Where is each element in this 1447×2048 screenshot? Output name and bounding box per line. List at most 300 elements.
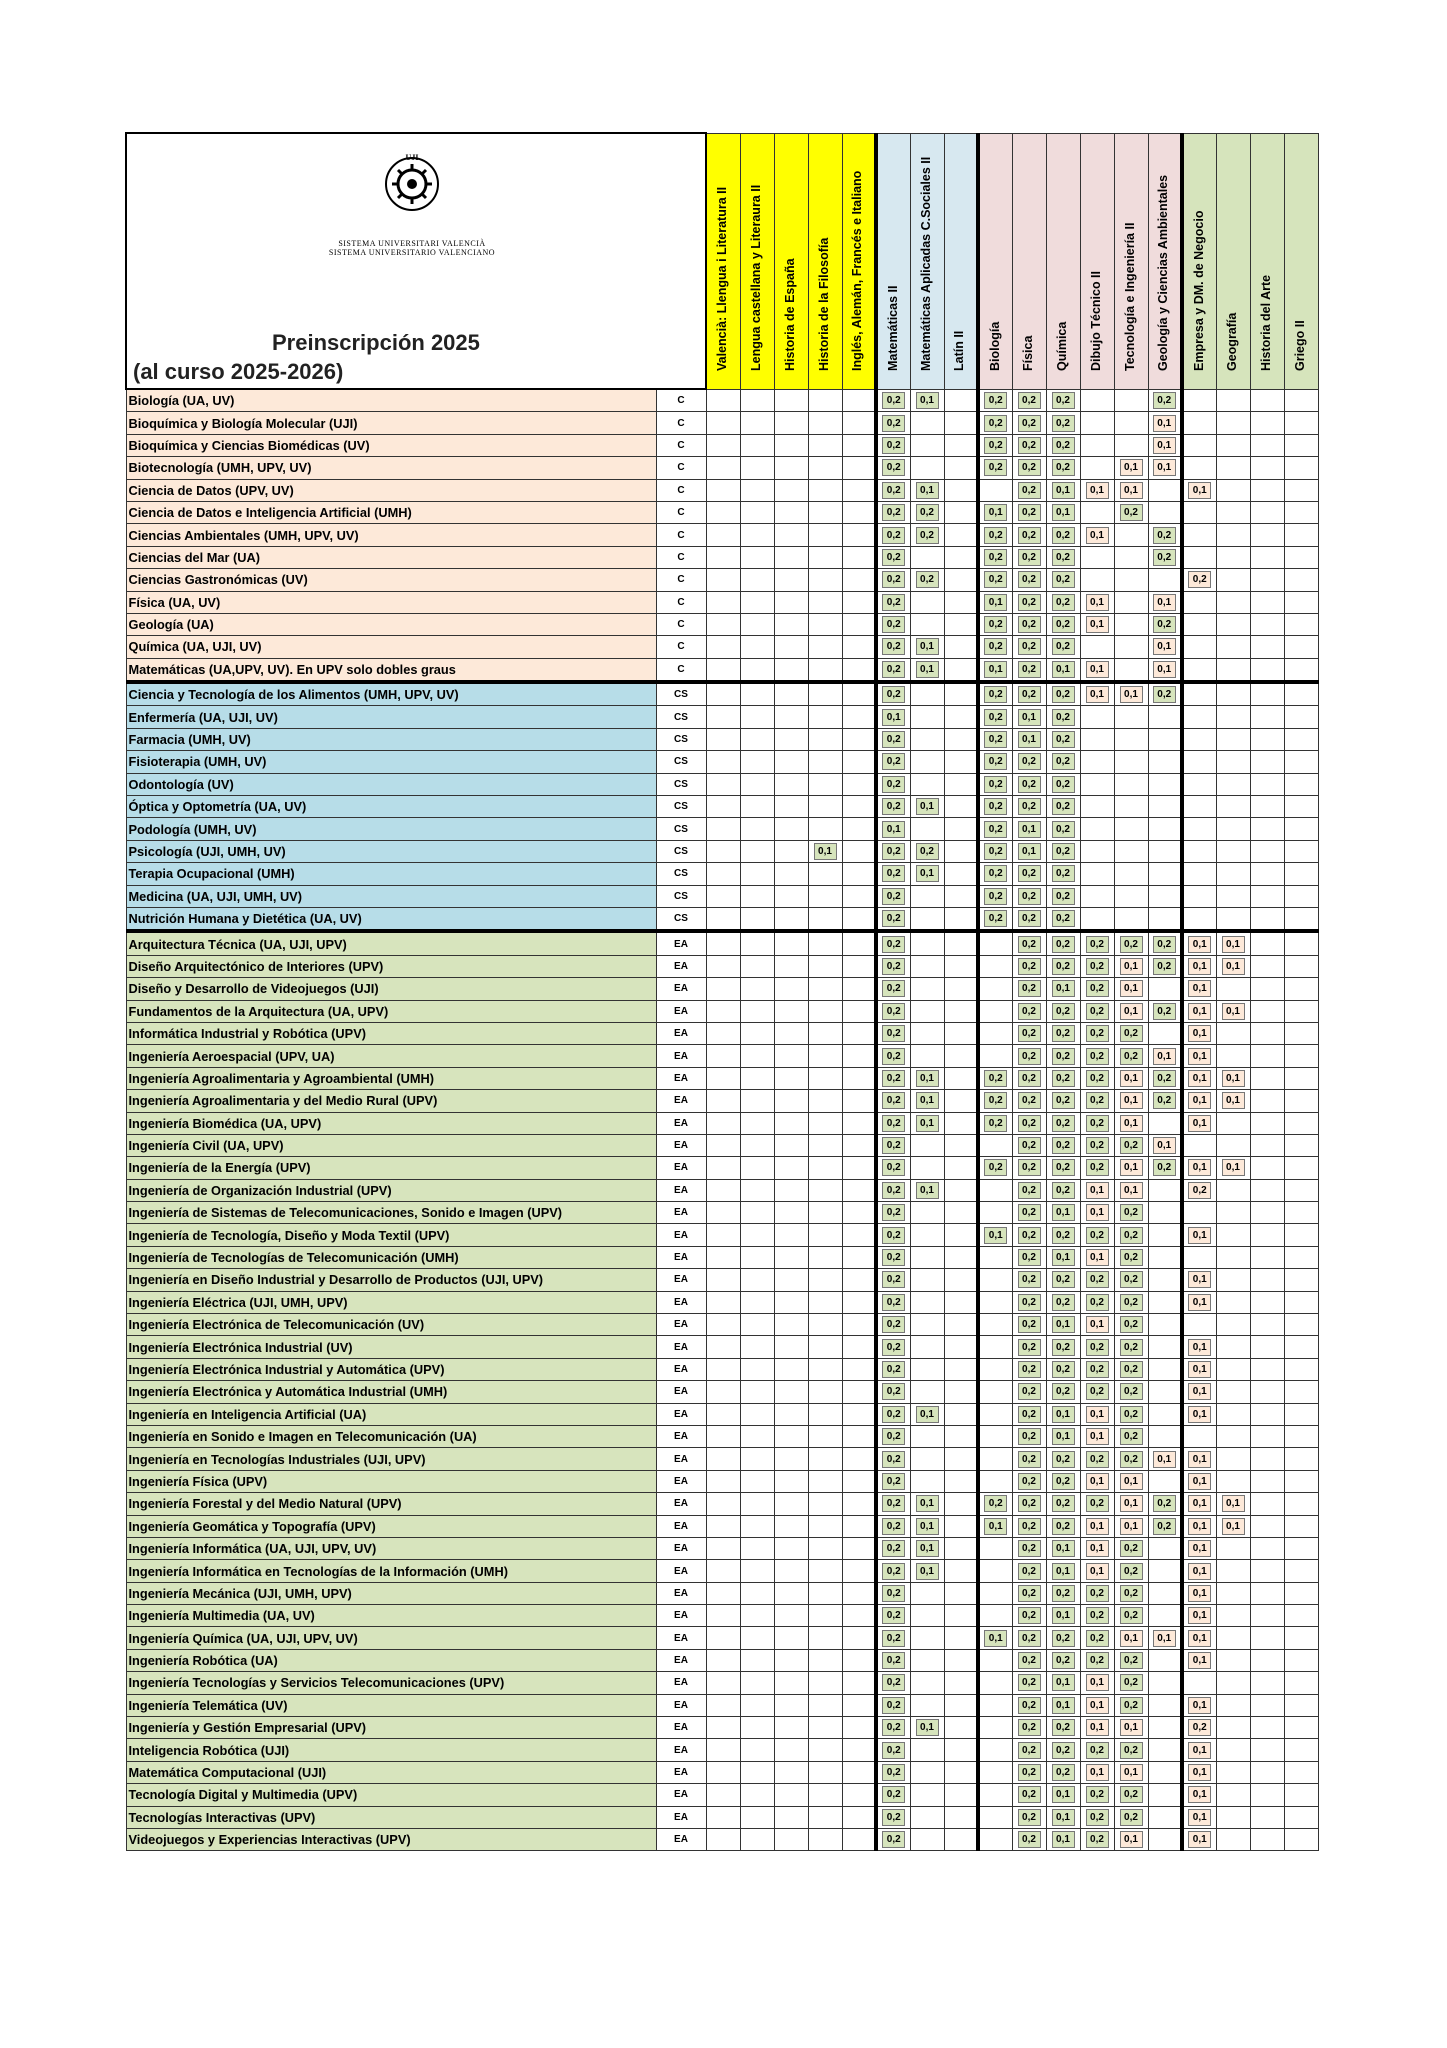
weight-cell xyxy=(1012,501,1046,523)
weight-cell xyxy=(1216,569,1250,591)
weight-cell xyxy=(1182,1269,1216,1291)
weight-cell xyxy=(944,840,978,862)
weight-value: 0,2 xyxy=(1052,437,1075,454)
weight-cell xyxy=(1284,1829,1318,1851)
weight-value: 0,1 xyxy=(1086,1473,1109,1490)
weight-value: 0,2 xyxy=(882,1742,905,1759)
table-row xyxy=(126,1627,1318,1649)
weight-value: 0,1 xyxy=(916,1518,939,1535)
degree-name: Ingeniería de la Energía (UPV) xyxy=(126,1157,656,1179)
weight-cell xyxy=(1080,931,1114,955)
weight-value: 0,2 xyxy=(882,1159,905,1176)
weight-cell xyxy=(1216,1314,1250,1336)
subject-label: Griego II xyxy=(1293,319,1307,371)
weight-value: 0,2 xyxy=(1052,1473,1075,1490)
weight-cell xyxy=(978,1269,1012,1291)
weight-cell xyxy=(1046,840,1080,862)
weight-cell xyxy=(1216,1269,1250,1291)
weight-cell xyxy=(910,728,944,750)
branch-code: EA xyxy=(656,1157,706,1179)
weight-value: 0,2 xyxy=(1018,776,1041,793)
weight-cell xyxy=(1250,1157,1284,1179)
weight-cell xyxy=(1012,885,1046,907)
weight-cell xyxy=(1250,1582,1284,1604)
weight-cell xyxy=(842,1649,876,1671)
weight-cell xyxy=(1080,412,1114,434)
weight-cell xyxy=(978,479,1012,501)
weight-cell xyxy=(1012,546,1046,568)
weight-cell xyxy=(1216,1694,1250,1716)
degree-name: Biología (UA, UV) xyxy=(126,389,656,412)
weight-cell xyxy=(1114,1291,1148,1313)
weight-cell xyxy=(1216,1784,1250,1806)
degree-name: Ingeniería de Tecnologías de Telecomunicación (UMH) xyxy=(126,1246,656,1268)
weight-value: 0,2 xyxy=(1018,1182,1041,1199)
weight-cell xyxy=(1114,1806,1148,1828)
degree-name: Ingeniería Forestal y del Medio Natural (UPV) xyxy=(126,1493,656,1515)
weight-cell xyxy=(706,1649,740,1671)
weight-value: 0,1 xyxy=(916,1406,939,1423)
degree-name: Ingeniería Robótica (UA) xyxy=(126,1649,656,1671)
weight-value: 0,2 xyxy=(1052,798,1075,815)
weight-cell xyxy=(1114,978,1148,1000)
weight-cell xyxy=(1284,501,1318,523)
weight-value: 0,1 xyxy=(916,1115,939,1132)
table-row xyxy=(126,457,1318,479)
weight-cell xyxy=(1250,751,1284,773)
weight-cell xyxy=(842,1470,876,1492)
degree-name: Ingeniería Multimedia (UA, UV) xyxy=(126,1605,656,1627)
weight-cell xyxy=(842,501,876,523)
weight-value: 0,2 xyxy=(984,865,1007,882)
weight-cell xyxy=(1012,1000,1046,1022)
branch-code: EA xyxy=(656,1582,706,1604)
weight-value: 0,2 xyxy=(1018,1719,1041,1736)
weight-value: 0,2 xyxy=(1052,958,1075,975)
weight-cell xyxy=(1080,863,1114,885)
weight-cell xyxy=(1046,818,1080,840)
weight-value: 0,1 xyxy=(1052,1674,1075,1691)
weight-value: 0,1 xyxy=(1188,1003,1211,1020)
weight-cell xyxy=(774,1784,808,1806)
weight-cell xyxy=(978,1291,1012,1313)
weight-cell xyxy=(1182,1000,1216,1022)
weight-cell xyxy=(910,546,944,568)
weight-cell xyxy=(774,1291,808,1313)
weight-value: 0,1 xyxy=(1188,1048,1211,1065)
weight-value: 0,2 xyxy=(1018,1159,1041,1176)
weight-cell xyxy=(1284,1649,1318,1671)
weight-cell xyxy=(1284,1627,1318,1649)
weight-cell xyxy=(1046,1314,1080,1336)
weight-cell xyxy=(978,501,1012,523)
weight-cell xyxy=(1216,818,1250,840)
subject-label: Lengua castellana y Literaura II xyxy=(749,184,763,371)
degree-name: Ingeniería Telemática (UV) xyxy=(126,1694,656,1716)
weight-value: 0,1 xyxy=(1120,1115,1143,1132)
table-row xyxy=(126,1381,1318,1403)
weight-cell xyxy=(1216,1358,1250,1380)
weight-value: 0,2 xyxy=(984,571,1007,588)
weight-cell xyxy=(808,1717,842,1739)
weight-cell xyxy=(910,1582,944,1604)
weight-value: 0,2 xyxy=(1018,1227,1041,1244)
branch-code: EA xyxy=(656,1560,706,1582)
weight-cell xyxy=(1012,1090,1046,1112)
weight-cell xyxy=(1284,613,1318,635)
weight-value: 0,2 xyxy=(1052,1070,1075,1087)
weight-cell xyxy=(1284,1224,1318,1246)
weight-cell xyxy=(1250,434,1284,456)
weight-cell xyxy=(1046,728,1080,750)
weight-value: 0,2 xyxy=(882,1518,905,1535)
degree-name: Psicología (UJI, UMH, UV) xyxy=(126,840,656,862)
weight-value: 0,1 xyxy=(1188,1339,1211,1356)
weight-cell xyxy=(774,1045,808,1067)
weight-value: 0,2 xyxy=(916,504,939,521)
weight-cell xyxy=(1046,751,1080,773)
weight-cell xyxy=(876,1000,910,1022)
weight-cell xyxy=(1250,389,1284,412)
weight-cell xyxy=(774,773,808,795)
weight-cell xyxy=(1046,569,1080,591)
weight-value: 0,1 xyxy=(1222,958,1245,975)
weight-cell xyxy=(808,1112,842,1134)
weight-value: 0,2 xyxy=(1120,1204,1143,1221)
weight-cell xyxy=(740,1314,774,1336)
weight-value: 0,2 xyxy=(1086,1607,1109,1624)
subject-header xyxy=(808,133,842,389)
weight-cell xyxy=(1284,1448,1318,1470)
weight-value: 0,2 xyxy=(882,1204,905,1221)
weight-cell xyxy=(1182,1493,1216,1515)
branch-code: EA xyxy=(656,1246,706,1268)
weight-cell xyxy=(1216,1112,1250,1134)
weight-cell xyxy=(876,1358,910,1380)
weight-cell xyxy=(1148,546,1182,568)
branch-code: EA xyxy=(656,1224,706,1246)
weight-cell xyxy=(1182,978,1216,1000)
weight-cell xyxy=(1216,1515,1250,1537)
weight-cell xyxy=(1284,1157,1318,1179)
weight-cell xyxy=(1148,931,1182,955)
weight-cell xyxy=(1250,1537,1284,1559)
table-row xyxy=(126,1179,1318,1201)
weight-cell xyxy=(842,1045,876,1067)
weight-cell xyxy=(1182,1112,1216,1134)
weight-value: 0,2 xyxy=(984,731,1007,748)
weight-value: 0,2 xyxy=(1018,1003,1041,1020)
degree-name: Ingeniería Electrónica Industrial y Automática (UPV) xyxy=(126,1358,656,1380)
weight-value: 0,2 xyxy=(1153,1070,1176,1087)
table-row xyxy=(126,1202,1318,1224)
weight-value: 0,1 xyxy=(1052,482,1075,499)
table-row xyxy=(126,885,1318,907)
weight-cell xyxy=(1114,412,1148,434)
weight-cell xyxy=(1114,1761,1148,1783)
weight-cell xyxy=(774,1605,808,1627)
weighting-table xyxy=(125,132,1319,1851)
table-row xyxy=(126,978,1318,1000)
weight-value: 0,2 xyxy=(882,661,905,678)
weight-cell xyxy=(1182,1694,1216,1716)
weight-value: 0,1 xyxy=(1086,1316,1109,1333)
degree-name: Geología (UA) xyxy=(126,613,656,635)
weight-cell xyxy=(978,682,1012,706)
weight-cell xyxy=(876,796,910,818)
weight-cell xyxy=(944,1717,978,1739)
branch-code: EA xyxy=(656,1806,706,1828)
weight-value: 0,2 xyxy=(984,888,1007,905)
weight-cell xyxy=(978,1537,1012,1559)
weight-cell xyxy=(1080,1358,1114,1380)
weight-cell xyxy=(1046,1582,1080,1604)
weight-value: 0,1 xyxy=(1086,1697,1109,1714)
weight-value: 0,1 xyxy=(1052,1249,1075,1266)
table-row xyxy=(126,658,1318,682)
weight-cell xyxy=(1148,1000,1182,1022)
weight-cell xyxy=(1148,1067,1182,1089)
weight-cell xyxy=(706,682,740,706)
weight-cell xyxy=(1250,1649,1284,1671)
weight-value: 0,2 xyxy=(916,571,939,588)
weight-cell xyxy=(740,479,774,501)
weight-value: 0,1 xyxy=(1188,1406,1211,1423)
weight-cell xyxy=(1216,751,1250,773)
weight-cell xyxy=(978,569,1012,591)
weight-cell xyxy=(1182,636,1216,658)
weight-cell xyxy=(1114,636,1148,658)
weight-cell xyxy=(1148,1425,1182,1447)
weight-cell xyxy=(706,1291,740,1313)
weight-cell xyxy=(910,636,944,658)
weight-cell xyxy=(1148,840,1182,862)
weight-cell xyxy=(1080,907,1114,931)
degree-name: Ingeniería en Sonido e Imagen en Telecomunicación (UA) xyxy=(126,1425,656,1447)
weight-cell xyxy=(842,818,876,840)
weight-cell xyxy=(740,1358,774,1380)
weight-cell xyxy=(1080,1291,1114,1313)
degree-name: Ingeniería Aeroespacial (UPV, UA) xyxy=(126,1045,656,1067)
weight-cell xyxy=(1114,863,1148,885)
weight-value: 0,2 xyxy=(882,1383,905,1400)
weight-cell xyxy=(1046,907,1080,931)
weight-cell xyxy=(1012,931,1046,955)
university-system-logo xyxy=(317,154,507,257)
weight-cell xyxy=(1182,569,1216,591)
weight-cell xyxy=(876,1537,910,1559)
weight-cell xyxy=(1182,389,1216,412)
weight-value: 0,2 xyxy=(984,1115,1007,1132)
weight-cell xyxy=(978,751,1012,773)
weight-cell xyxy=(1148,1022,1182,1044)
weight-cell xyxy=(910,840,944,862)
weight-cell xyxy=(808,1649,842,1671)
degree-name: Informática Industrial y Robótica (UPV) xyxy=(126,1022,656,1044)
weight-cell xyxy=(1182,1045,1216,1067)
weight-cell xyxy=(1012,1829,1046,1851)
weight-cell xyxy=(1080,1090,1114,1112)
weight-cell xyxy=(706,1425,740,1447)
weight-value: 0,1 xyxy=(916,1540,939,1557)
weight-cell xyxy=(842,1806,876,1828)
table-row xyxy=(126,1045,1318,1067)
weight-cell xyxy=(740,591,774,613)
table-row xyxy=(126,1694,1318,1716)
weight-value: 0,2 xyxy=(1052,594,1075,611)
table-row xyxy=(126,434,1318,456)
weight-cell xyxy=(1182,863,1216,885)
weight-cell xyxy=(1046,773,1080,795)
degree-name: Ingeniería en Diseño Industrial y Desarrollo de Productos (UJI, UPV) xyxy=(126,1269,656,1291)
weight-cell xyxy=(740,1717,774,1739)
weight-cell xyxy=(1046,1246,1080,1268)
weight-cell xyxy=(740,818,774,840)
weight-cell xyxy=(740,1336,774,1358)
weight-cell xyxy=(1114,1202,1148,1224)
weight-cell xyxy=(1012,569,1046,591)
weight-cell xyxy=(1148,1717,1182,1739)
weight-cell xyxy=(1250,1000,1284,1022)
weight-value: 0,2 xyxy=(1052,910,1075,927)
subject-header xyxy=(706,133,740,389)
weight-value: 0,1 xyxy=(1188,482,1211,499)
weight-value: 0,1 xyxy=(916,1182,939,1199)
weight-cell xyxy=(1012,1784,1046,1806)
weight-cell xyxy=(1012,978,1046,1000)
weight-cell xyxy=(774,1425,808,1447)
weight-value: 0,2 xyxy=(1018,936,1041,953)
weight-cell xyxy=(1148,1224,1182,1246)
weight-cell xyxy=(774,1694,808,1716)
weight-cell xyxy=(842,479,876,501)
weight-cell xyxy=(1012,955,1046,977)
branch-code: CS xyxy=(656,885,706,907)
weight-cell xyxy=(1182,613,1216,635)
branch-code: CS xyxy=(656,907,706,931)
weight-cell xyxy=(1148,1157,1182,1179)
table-row xyxy=(126,1090,1318,1112)
weight-cell xyxy=(1284,1067,1318,1089)
weight-cell xyxy=(1080,682,1114,706)
weight-cell xyxy=(910,907,944,931)
weight-cell xyxy=(808,1403,842,1425)
weight-value: 0,1 xyxy=(1086,1204,1109,1221)
page-subtitle: (al curso 2025-2026) xyxy=(133,359,344,384)
weight-cell xyxy=(1216,1067,1250,1089)
weight-cell xyxy=(978,658,1012,682)
weight-cell xyxy=(1114,1493,1148,1515)
weight-value: 0,2 xyxy=(1018,392,1041,409)
weight-cell xyxy=(808,682,842,706)
weight-cell xyxy=(1250,1560,1284,1582)
weight-value: 0,2 xyxy=(1086,1092,1109,1109)
weight-cell xyxy=(808,751,842,773)
weight-cell xyxy=(978,1425,1012,1447)
weight-cell xyxy=(978,1694,1012,1716)
weight-cell xyxy=(978,636,1012,658)
weight-cell xyxy=(1080,658,1114,682)
weight-cell xyxy=(1080,1582,1114,1604)
weight-value: 0,1 xyxy=(1120,1495,1143,1512)
weight-cell xyxy=(1046,1291,1080,1313)
weight-value: 0,2 xyxy=(882,1070,905,1087)
weight-cell xyxy=(1148,1134,1182,1156)
table-row xyxy=(126,524,1318,546)
weight-cell xyxy=(1114,1381,1148,1403)
weight-value: 0,2 xyxy=(1086,1585,1109,1602)
weight-cell xyxy=(1216,457,1250,479)
weight-value: 0,2 xyxy=(1018,1630,1041,1647)
weight-value: 0,2 xyxy=(882,980,905,997)
weight-value: 0,1 xyxy=(1188,1070,1211,1087)
weight-value: 0,2 xyxy=(882,958,905,975)
weight-value: 0,2 xyxy=(1052,709,1075,726)
weight-cell xyxy=(1114,773,1148,795)
weight-value: 0,2 xyxy=(1018,1383,1041,1400)
weight-cell xyxy=(1250,1627,1284,1649)
weight-value: 0,1 xyxy=(1120,1473,1143,1490)
weight-cell xyxy=(1046,1269,1080,1291)
weight-cell xyxy=(1182,1425,1216,1447)
weight-cell xyxy=(774,1582,808,1604)
weight-cell xyxy=(910,569,944,591)
table-row xyxy=(126,591,1318,613)
weight-cell xyxy=(808,1358,842,1380)
weight-cell xyxy=(774,706,808,728)
table-row xyxy=(126,1358,1318,1380)
weight-cell xyxy=(1216,1649,1250,1671)
weight-cell xyxy=(910,751,944,773)
weight-value: 0,2 xyxy=(882,1697,905,1714)
degree-name: Tecnología Digital y Multimedia (UPV) xyxy=(126,1784,656,1806)
weight-cell xyxy=(1080,1000,1114,1022)
weight-cell xyxy=(1148,1829,1182,1851)
weight-cell xyxy=(808,931,842,955)
weight-cell xyxy=(808,796,842,818)
weight-value: 0,2 xyxy=(916,527,939,544)
weight-cell xyxy=(1080,1269,1114,1291)
weight-value: 0,2 xyxy=(1018,1294,1041,1311)
weight-cell xyxy=(842,1582,876,1604)
weight-value: 0,2 xyxy=(1052,1271,1075,1288)
weight-cell xyxy=(1114,1425,1148,1447)
weight-value: 0,1 xyxy=(1086,1428,1109,1445)
weight-cell xyxy=(1182,1739,1216,1761)
weight-cell xyxy=(1284,1336,1318,1358)
weight-cell xyxy=(1284,1761,1318,1783)
weight-value: 0,1 xyxy=(1120,686,1143,703)
weight-cell xyxy=(1114,457,1148,479)
degree-name: Arquitectura Técnica (UA, UJI, UPV) xyxy=(126,931,656,955)
weight-value: 0,2 xyxy=(1018,415,1041,432)
branch-code: EA xyxy=(656,978,706,1000)
table-row xyxy=(126,1157,1318,1179)
weight-cell xyxy=(944,1045,978,1067)
weight-value: 0,2 xyxy=(1018,1339,1041,1356)
weight-cell xyxy=(1216,613,1250,635)
weight-cell xyxy=(1182,1336,1216,1358)
weight-cell xyxy=(1182,931,1216,955)
weight-cell xyxy=(740,863,774,885)
weight-cell xyxy=(1012,1627,1046,1649)
weight-value: 0,2 xyxy=(882,1092,905,1109)
branch-code: EA xyxy=(656,1112,706,1134)
weight-cell xyxy=(808,1761,842,1783)
degree-name: Ingeniería Química (UA, UJI, UPV, UV) xyxy=(126,1627,656,1649)
weight-cell xyxy=(1250,1672,1284,1694)
weight-cell xyxy=(1182,818,1216,840)
